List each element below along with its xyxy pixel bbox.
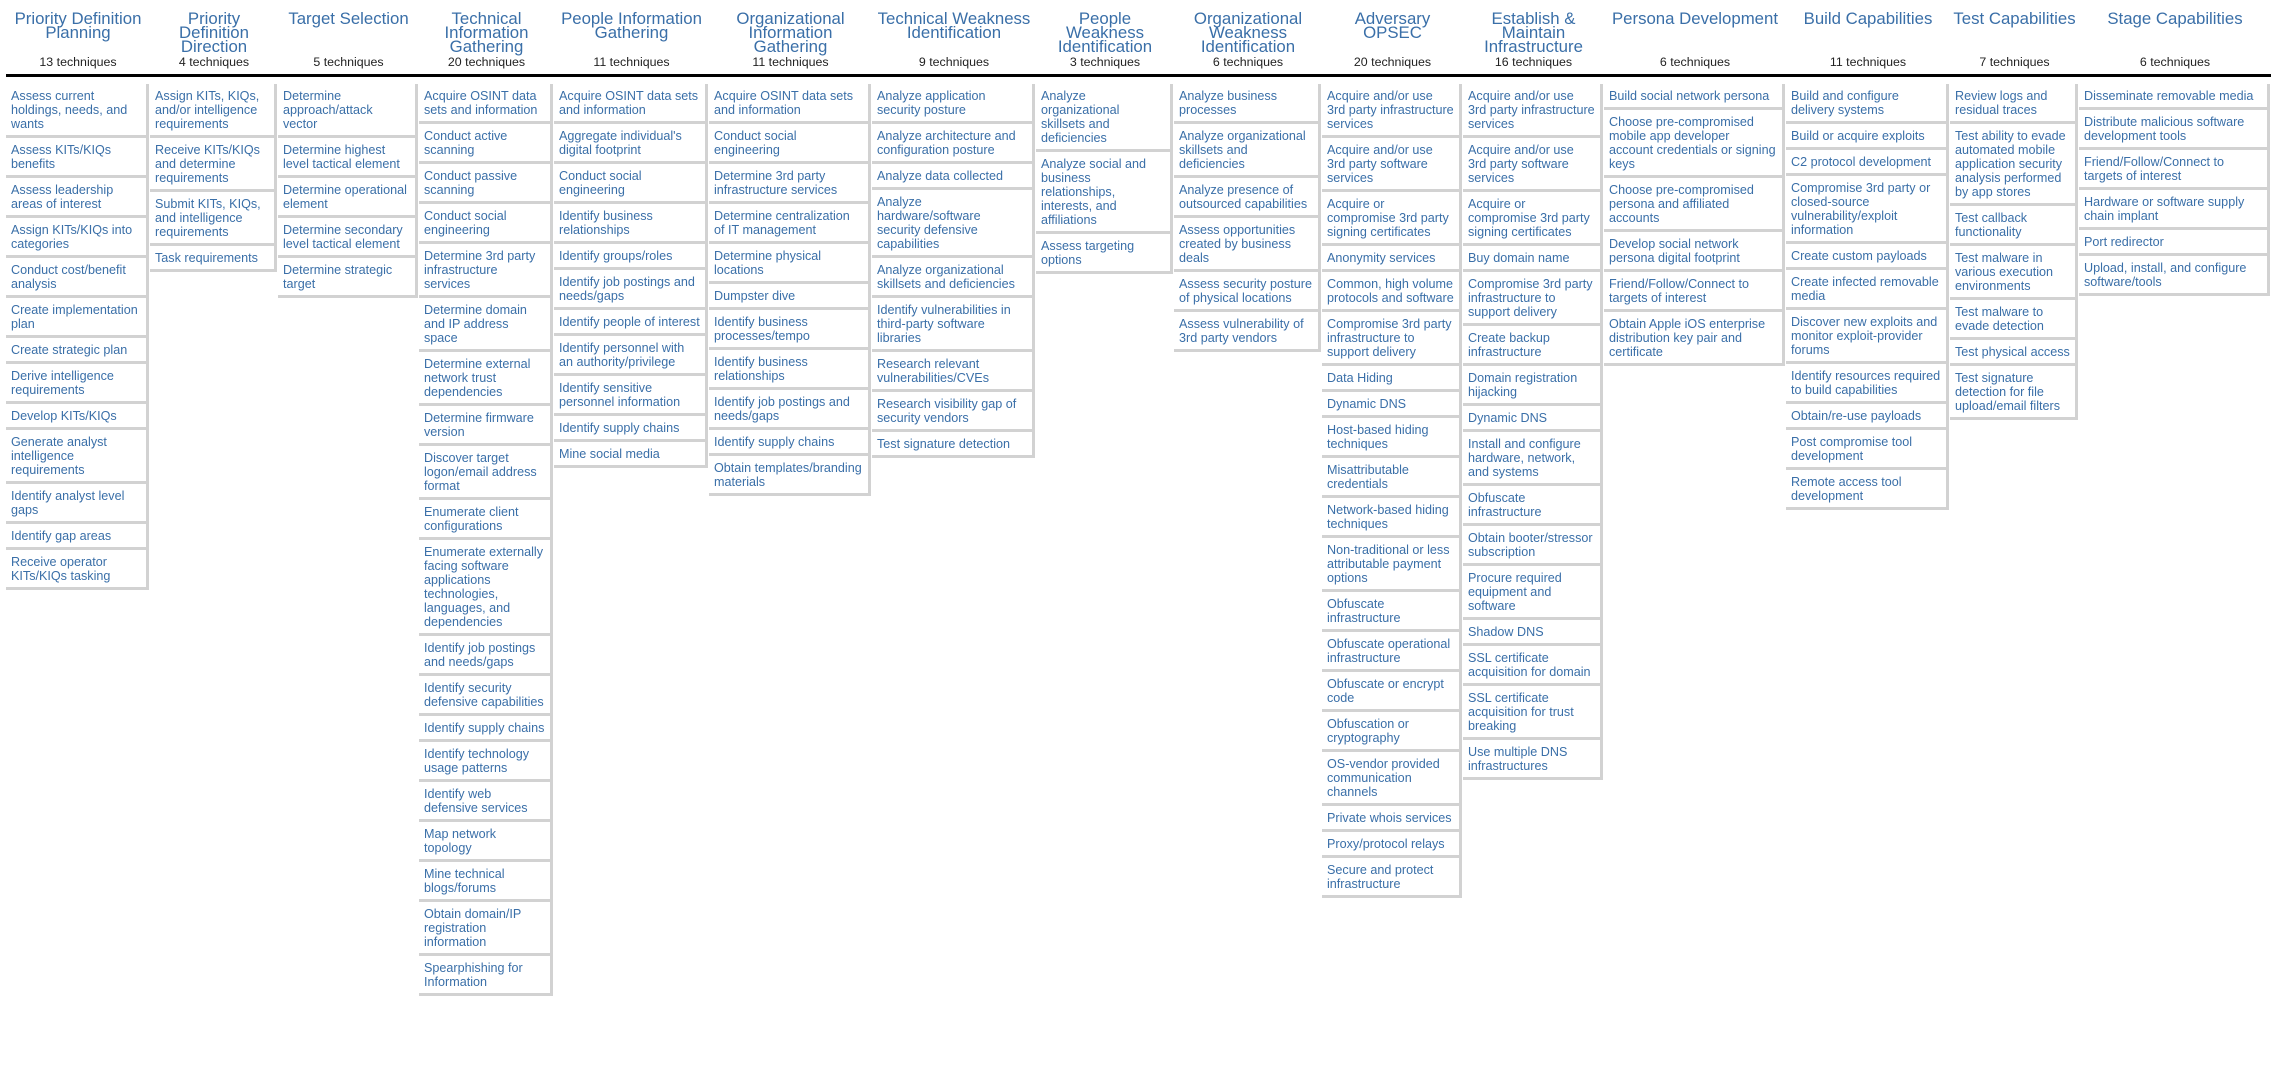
technique-cell[interactable]: Conduct cost/benefit analysis [6, 258, 149, 298]
technique-cell[interactable]: Identify web defensive services [419, 782, 553, 822]
technique-cell[interactable]: Spearphishing for Information [419, 956, 553, 996]
tactic-header [2079, 0, 2271, 77]
technique-cell[interactable]: Build social network persona [1604, 84, 1785, 110]
tactic-column [554, 0, 709, 468]
tactic-name[interactable]: People Weakness Identification [1057, 9, 1153, 56]
technique-cell[interactable]: Generate analyst intelligence requirements [6, 430, 149, 484]
technique-cell[interactable]: Analyze application security posture [872, 84, 1035, 124]
technique-cell[interactable]: Friend/Follow/Connect to targets of interest [1604, 272, 1785, 312]
technique-cell[interactable]: Discover target logon/email address format [419, 446, 553, 500]
technique-cell[interactable]: Identify business relationships [709, 350, 871, 390]
tactic-technique-count: 6 techniques [2139, 55, 2211, 69]
tactic-technique-count: 7 techniques [1979, 55, 2050, 69]
technique-cell[interactable]: Choose pre-compromised mobile app developer account credentials or signing keys [1604, 110, 1785, 178]
technique-list [150, 77, 278, 272]
technique-cell[interactable]: Proxy/protocol relays [1322, 832, 1462, 858]
technique-cell[interactable]: Analyze architecture and configuration posture [872, 124, 1035, 164]
tactic-header [1322, 0, 1463, 77]
technique-cell[interactable]: Determine 3rd party infrastructure services [419, 244, 553, 298]
technique-cell[interactable]: Research relevant vulnerabilities/CVEs [872, 352, 1035, 392]
technique-cell[interactable]: Install and configure hardware, network, and systems [1463, 432, 1603, 486]
technique-cell[interactable]: Acquire or compromise 3rd party signing certificates [1322, 192, 1462, 246]
technique-cell[interactable]: Test malware in various execution environments [1950, 246, 2078, 300]
technique-cell[interactable]: Conduct passive scanning [419, 164, 553, 204]
technique-cell[interactable]: Data Hiding [1322, 366, 1462, 392]
technique-list [419, 77, 554, 996]
technique-cell[interactable]: SSL certificate acquisition for domain [1463, 646, 1603, 686]
technique-cell[interactable]: Choose pre-compromised persona and affiliated accounts [1604, 178, 1785, 232]
technique-list [1463, 77, 1604, 780]
technique-cell[interactable]: Acquire and/or use 3rd party infrastructure services [1463, 84, 1603, 138]
technique-cell[interactable]: Distribute malicious software development tools [2079, 110, 2270, 150]
tactic-header [1463, 0, 1604, 77]
tactic-column [6, 0, 150, 590]
technique-cell[interactable]: Acquire OSINT data sets and information [419, 84, 553, 124]
technique-cell[interactable]: Create implementation plan [6, 298, 149, 338]
technique-cell[interactable]: Create custom payloads [1786, 244, 1949, 270]
technique-cell[interactable]: Determine centralization of IT management [709, 204, 871, 244]
technique-cell[interactable]: Aggregate individual's digital footprint [554, 124, 708, 164]
technique-cell[interactable]: Identify analyst level gaps [6, 484, 149, 524]
technique-cell[interactable]: Obtain/re-use payloads [1786, 404, 1949, 430]
technique-cell[interactable]: Determine physical locations [709, 244, 871, 284]
tactic-column [1604, 0, 1786, 366]
technique-cell[interactable]: Analyze data collected [872, 164, 1035, 190]
technique-cell[interactable]: Create strategic plan [6, 338, 149, 364]
technique-cell[interactable]: Identify business processes/tempo [709, 310, 871, 350]
technique-cell[interactable]: Determine secondary level tactical element [278, 218, 418, 258]
technique-cell[interactable]: Identify sensitive personnel information [554, 376, 708, 416]
technique-cell[interactable]: Procure required equipment and software [1463, 566, 1603, 620]
technique-cell[interactable]: Analyze organizational skillsets and deficiencies [872, 258, 1035, 298]
tactic-name[interactable]: People Information Gathering [561, 9, 702, 42]
technique-cell[interactable]: Build and configure delivery systems [1786, 84, 1949, 124]
technique-cell[interactable]: Assign KITs, KIQs, and/or intelligence requirements [150, 84, 277, 138]
technique-cell[interactable]: Test physical access [1950, 340, 2078, 366]
technique-cell[interactable]: Friend/Follow/Connect to targets of interest [2079, 150, 2270, 190]
technique-cell[interactable]: Test signature detection for file upload/email filters [1950, 366, 2078, 420]
technique-cell[interactable]: Identify technology usage patterns [419, 742, 553, 782]
technique-cell[interactable]: Develop KITs/KIQs [6, 404, 149, 430]
technique-cell[interactable]: Compromise 3rd party or closed-source vulnerability/exploit information [1786, 176, 1949, 244]
technique-cell[interactable]: Obfuscate infrastructure [1463, 486, 1603, 526]
tactic-name[interactable]: Organizational Information Gathering [736, 9, 845, 56]
technique-cell[interactable]: Acquire OSINT data sets and information [554, 84, 708, 124]
tactic-header [872, 0, 1036, 77]
technique-cell[interactable]: Test callback functionality [1950, 206, 2078, 246]
technique-cell[interactable]: Assess KITs/KIQs benefits [6, 138, 149, 178]
technique-cell[interactable]: Identify vulnerabilities in third-party software libraries [872, 298, 1035, 352]
tactic-name[interactable]: Priority Definition Planning [14, 9, 142, 42]
tactic-technique-count: 4 techniques [178, 55, 250, 69]
technique-list [6, 77, 150, 590]
technique-cell[interactable]: Create backup infrastructure [1463, 326, 1603, 366]
technique-cell[interactable]: Obtain booter/stressor subscription [1463, 526, 1603, 566]
technique-cell[interactable]: Enumerate externally facing software applications technologies, languages, and dependencies [419, 540, 553, 636]
tactic-name[interactable]: Organizational Weakness Identification [1193, 9, 1303, 56]
technique-list [2079, 77, 2271, 296]
tactic-header [419, 0, 554, 77]
tactic-technique-count: 5 techniques [313, 55, 384, 69]
tactic-technique-count: 20 techniques [447, 55, 526, 69]
tactic-name[interactable]: Technical Weakness Identification [877, 9, 1031, 42]
tactic-column [2079, 0, 2271, 296]
technique-cell[interactable]: Create infected removable media [1786, 270, 1949, 310]
technique-cell[interactable]: Identify groups/roles [554, 244, 708, 270]
technique-cell[interactable]: Assess current holdings, needs, and wants [6, 84, 149, 138]
technique-cell[interactable]: Network-based hiding techniques [1322, 498, 1462, 538]
tactic-header [1036, 0, 1174, 77]
tactic-header [1786, 0, 1950, 77]
technique-cell[interactable]: Obtain templates/branding materials [709, 456, 871, 496]
technique-cell[interactable]: Analyze organizational skillsets and deficiencies [1174, 124, 1321, 178]
tactic-technique-count: 20 techniques [1353, 55, 1432, 69]
tactic-header [554, 0, 709, 77]
technique-cell[interactable]: Acquire or compromise 3rd party signing certificates [1463, 192, 1603, 246]
technique-cell[interactable]: Hardware or software supply chain implant [2079, 190, 2270, 230]
technique-cell[interactable]: Compromise 3rd party infrastructure to support delivery [1463, 272, 1603, 326]
technique-cell[interactable]: Discover new exploits and monitor exploit-provider forums [1786, 310, 1949, 364]
technique-cell[interactable]: Acquire OSINT data sets and information [709, 84, 871, 124]
technique-cell[interactable]: Derive intelligence requirements [6, 364, 149, 404]
technique-cell[interactable]: Dynamic DNS [1322, 392, 1462, 418]
technique-cell[interactable]: Obfuscate operational infrastructure [1322, 632, 1462, 672]
tactic-column [1463, 0, 1604, 780]
technique-cell[interactable]: Receive KITs/KIQs and determine requirements [150, 138, 277, 192]
tactic-column [1786, 0, 1950, 510]
tactic-name[interactable]: Build Capabilities [1803, 9, 1933, 28]
technique-cell[interactable]: Develop social network persona digital footprint [1604, 232, 1785, 272]
tactic-header [6, 0, 150, 77]
technique-cell[interactable]: Test ability to evade automated mobile application security analysis performed by app stores [1950, 124, 2078, 206]
tactic-column [1174, 0, 1322, 352]
technique-cell[interactable]: Conduct social engineering [709, 124, 871, 164]
technique-cell[interactable]: Mine social media [554, 442, 708, 468]
technique-cell[interactable]: Review logs and residual traces [1950, 84, 2078, 124]
technique-cell[interactable]: Obtain Apple iOS enterprise distribution key pair and certificate [1604, 312, 1785, 366]
technique-cell[interactable]: Analyze hardware/software security defensive capabilities [872, 190, 1035, 258]
technique-cell[interactable]: Assess security posture of physical locations [1174, 272, 1321, 312]
tactic-name[interactable]: Technical Information Gathering [444, 9, 529, 56]
technique-cell[interactable]: Research visibility gap of security vendors [872, 392, 1035, 432]
technique-cell[interactable]: Determine highest level tactical element [278, 138, 418, 178]
technique-cell[interactable]: Misattributable credentials [1322, 458, 1462, 498]
technique-cell[interactable]: Domain registration hijacking [1463, 366, 1603, 406]
technique-cell[interactable]: Identify people of interest [554, 310, 708, 336]
technique-cell[interactable]: Disseminate removable media [2079, 84, 2270, 110]
technique-cell[interactable]: Port redirector [2079, 230, 2270, 256]
tactic-technique-count: 13 techniques [39, 55, 117, 69]
technique-cell[interactable]: Secure and protect infrastructure [1322, 858, 1462, 898]
tactic-header [278, 0, 419, 77]
technique-cell[interactable]: Assess leadership areas of interest [6, 178, 149, 218]
technique-cell[interactable]: Upload, install, and configure software/tools [2079, 256, 2270, 296]
technique-cell[interactable]: Determine 3rd party infrastructure services [709, 164, 871, 204]
technique-cell[interactable]: Acquire and/or use 3rd party software services [1322, 138, 1462, 192]
technique-cell[interactable]: Analyze social and business relationships, interests, and affiliations [1036, 152, 1173, 234]
tactic-name[interactable]: Establish & Maintain Infrastructure [1484, 9, 1583, 56]
technique-cell[interactable]: Assess targeting options [1036, 234, 1173, 274]
technique-cell[interactable]: Mine technical blogs/forums [419, 862, 553, 902]
technique-cell[interactable]: Determine operational element [278, 178, 418, 218]
technique-cell[interactable]: Identify security defensive capabilities [419, 676, 553, 716]
technique-cell[interactable]: Identify job postings and needs/gaps [419, 636, 553, 676]
technique-cell[interactable]: Determine approach/attack vector [278, 84, 418, 138]
technique-list [1322, 77, 1463, 898]
tactic-name[interactable]: Persona Development [1611, 9, 1779, 28]
technique-cell[interactable]: Assign KITs/KIQs into categories [6, 218, 149, 258]
technique-cell[interactable]: Identify supply chains [419, 716, 553, 742]
tactic-header [1604, 0, 1786, 77]
technique-cell[interactable]: Determine external network trust dependencies [419, 352, 553, 406]
tactic-technique-count: 6 techniques [1659, 55, 1731, 69]
tactic-column [1322, 0, 1463, 898]
technique-cell[interactable]: Conduct active scanning [419, 124, 553, 164]
technique-cell[interactable]: Analyze business processes [1174, 84, 1321, 124]
technique-cell[interactable]: Identify job postings and needs/gaps [709, 390, 871, 430]
technique-cell[interactable]: Analyze organizational skillsets and deficiencies [1036, 84, 1173, 152]
tactic-column [419, 0, 554, 996]
technique-cell[interactable]: Determine strategic target [278, 258, 418, 298]
tactic-column [1036, 0, 1174, 274]
technique-cell[interactable]: Host-based hiding techniques [1322, 418, 1462, 458]
technique-cell[interactable]: Identify supply chains [554, 416, 708, 442]
technique-cell[interactable]: Task requirements [150, 246, 277, 272]
technique-list [1950, 77, 2079, 420]
technique-cell[interactable]: Dumpster dive [709, 284, 871, 310]
technique-cell[interactable]: OS-vendor provided communication channels [1322, 752, 1462, 806]
technique-cell[interactable]: Identify personnel with an authority/privilege [554, 336, 708, 376]
technique-cell[interactable]: Analyze presence of outsourced capabilities [1174, 178, 1321, 218]
technique-cell[interactable]: Non-traditional or less attributable payment options [1322, 538, 1462, 592]
technique-cell[interactable]: SSL certificate acquisition for trust breaking [1463, 686, 1603, 740]
tactic-technique-count: 16 techniques [1494, 55, 1573, 69]
tactic-header [709, 0, 872, 77]
technique-cell[interactable]: Obtain domain/IP registration information [419, 902, 553, 956]
technique-cell[interactable]: Enumerate client configurations [419, 500, 553, 540]
technique-cell[interactable]: Identify supply chains [709, 430, 871, 456]
technique-cell[interactable]: Conduct social engineering [419, 204, 553, 244]
technique-cell[interactable]: Obfuscate infrastructure [1322, 592, 1462, 632]
technique-cell[interactable]: Determine firmware version [419, 406, 553, 446]
tactic-name[interactable]: Priority Definition Direction [179, 9, 249, 56]
tactic-technique-count: 6 techniques [1212, 55, 1284, 69]
technique-cell[interactable]: Identify gap areas [6, 524, 149, 550]
technique-cell[interactable]: Buy domain name [1463, 246, 1603, 272]
technique-cell[interactable]: Map network topology [419, 822, 553, 862]
tactic-technique-count: 3 techniques [1069, 55, 1141, 69]
tactic-technique-count: 11 techniques [593, 55, 670, 69]
tactic-technique-count: 11 techniques [1829, 55, 1907, 69]
tactic-name[interactable]: Test Capabilities [1953, 9, 2076, 28]
tactic-name[interactable]: Target Selection [288, 9, 409, 28]
technique-cell[interactable]: Remote access tool development [1786, 470, 1949, 510]
tactic-header [1950, 0, 2079, 77]
tactic-column [150, 0, 278, 272]
technique-list [278, 77, 419, 298]
technique-cell[interactable]: Assess vulnerability of 3rd party vendors [1174, 312, 1321, 352]
tactic-name[interactable]: Adversary OPSEC [1354, 9, 1431, 42]
technique-cell[interactable]: Obfuscation or cryptography [1322, 712, 1462, 752]
technique-cell[interactable]: Common, high volume protocols and software [1322, 272, 1462, 312]
technique-list [554, 77, 709, 468]
technique-cell[interactable]: Identify job postings and needs/gaps [554, 270, 708, 310]
tactic-column [709, 0, 872, 496]
technique-cell[interactable]: Receive operator KITs/KIQs tasking [6, 550, 149, 590]
technique-cell[interactable]: C2 protocol development [1786, 150, 1949, 176]
technique-cell[interactable]: Compromise 3rd party infrastructure to support delivery [1322, 312, 1462, 366]
technique-list [1174, 77, 1322, 352]
technique-cell[interactable]: Determine domain and IP address space [419, 298, 553, 352]
technique-cell[interactable]: Assess opportunities created by business deals [1174, 218, 1321, 272]
technique-cell[interactable]: Dynamic DNS [1463, 406, 1603, 432]
technique-cell[interactable]: Acquire and/or use 3rd party software services [1463, 138, 1603, 192]
technique-cell[interactable]: Test signature detection [872, 432, 1035, 458]
technique-list [709, 77, 872, 496]
technique-cell[interactable]: Shadow DNS [1463, 620, 1603, 646]
technique-cell[interactable]: Conduct social engineering [554, 164, 708, 204]
technique-cell[interactable]: Identify resources required to build capabilities [1786, 364, 1949, 404]
technique-cell[interactable]: Private whois services [1322, 806, 1462, 832]
tactic-column [1950, 0, 2079, 420]
technique-list [1604, 77, 1786, 366]
technique-cell[interactable]: Use multiple DNS infrastructures [1463, 740, 1603, 780]
tactic-header [150, 0, 278, 77]
technique-cell[interactable]: Build or acquire exploits [1786, 124, 1949, 150]
technique-cell[interactable]: Test malware to evade detection [1950, 300, 2078, 340]
technique-list [1786, 77, 1950, 510]
tactic-name[interactable]: Stage Capabilities [2107, 9, 2243, 28]
tactic-header [1174, 0, 1322, 77]
technique-cell[interactable]: Obfuscate or encrypt code [1322, 672, 1462, 712]
technique-cell[interactable]: Identify business relationships [554, 204, 708, 244]
tactic-column [278, 0, 419, 298]
tactic-technique-count: 9 techniques [918, 55, 990, 69]
tactic-column [872, 0, 1036, 458]
technique-cell[interactable]: Post compromise tool development [1786, 430, 1949, 470]
technique-cell[interactable]: Anonymity services [1322, 246, 1462, 272]
technique-list [1036, 77, 1174, 274]
technique-cell[interactable]: Submit KITs, KIQs, and intelligence requirements [150, 192, 277, 246]
tactic-technique-count: 11 techniques [752, 55, 829, 69]
technique-list [872, 77, 1036, 458]
tactics-matrix [6, 0, 2271, 996]
technique-cell[interactable]: Acquire and/or use 3rd party infrastructure services [1322, 84, 1462, 138]
